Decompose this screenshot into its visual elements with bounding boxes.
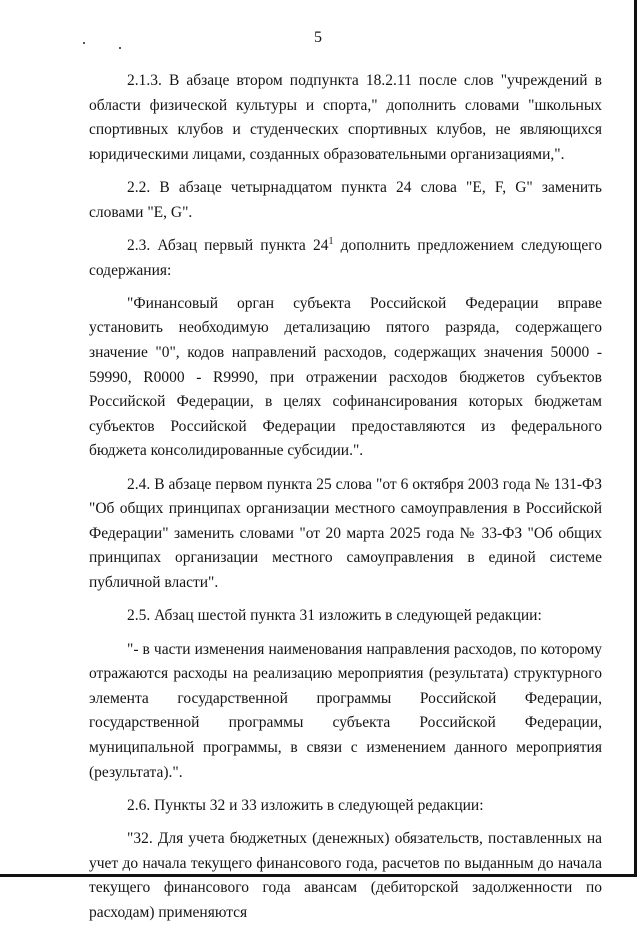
page-number: 5 (314, 29, 322, 46)
superscript-index: 1 (328, 235, 334, 247)
paragraph-2-1-3: 2.1.3. В абзаце втором подпункта 18.2.11 после слов "учреждений в области физической культуры и спорта," дополнить словами "школьных спортивных клубов и студенческих спортивных клубов, не являющихся юридическими лицами, созданных образовательными организациями,". (89, 72, 602, 163)
paragraph-2-5: 2.5. Абзац шестой пункта 31 изложить в следующей редакции: (127, 607, 542, 625)
quoted-paragraph-31: "- в части изменения наименования направления расходов, по которому отражаются расходы на реализацию мероприятия (результата) структурного элемента государственной программы Российской Федерации, государственной программы субъекта Российской Федерации, муниципальной программы, в связи с изменением данного мероприятия (результата).". (89, 640, 602, 781)
paragraph-2-2: 2.2. В абзаце четырнадцатом пункта 24 слова "E, F, G" заменить словами "E, G". (89, 179, 602, 221)
scan-speck (119, 47, 121, 49)
quoted-paragraph-24-1: "Финансовый орган субъекта Российской Федерации вправе установить необходимую детализацию пятого разряда, содержащего значение "0", кодов направлений расходов, содержащих значения 50000 - 59990, R0000 - R9990, при отражении расходов бюджетов субъектов Российской Федерации, в целях софинансирования которых бюджетам субъектов Российской Федерации предоставляются из федерального бюджета консолидированные субсидии.". (89, 294, 602, 460)
paragraph-2-3-lead: 2.3. Абзац первый пункта 24 (127, 236, 329, 254)
document-body (89, 69, 602, 934)
quoted-paragraph-32: "32. Для учета бюджетных (денежных) обязательств, поставленных на учет до начала текущего финансового года, расчетов по выданным до начала текущего финансового года авансам (дебиторской задолженности по расходам) применяются (89, 830, 602, 921)
paragraph-2-3-tail: дополнить предложением следующего содержания: (89, 236, 602, 279)
paragraph-2-4: 2.4. В абзаце первом пункта 25 слова "от 6 октября 2003 года № 131-ФЗ "Об общих принципах организации местного самоуправления в Российской Федерации" заменить словами "от 20 марта 2025 года № 33-ФЗ "Об общих принципах организации местного самоуправления в единой системе публичной власти". (89, 475, 602, 592)
paragraph-2-6: 2.6. Пункты 32 и 33 изложить в следующей редакции: (127, 796, 484, 814)
paragraph-2-3 (89, 234, 602, 283)
